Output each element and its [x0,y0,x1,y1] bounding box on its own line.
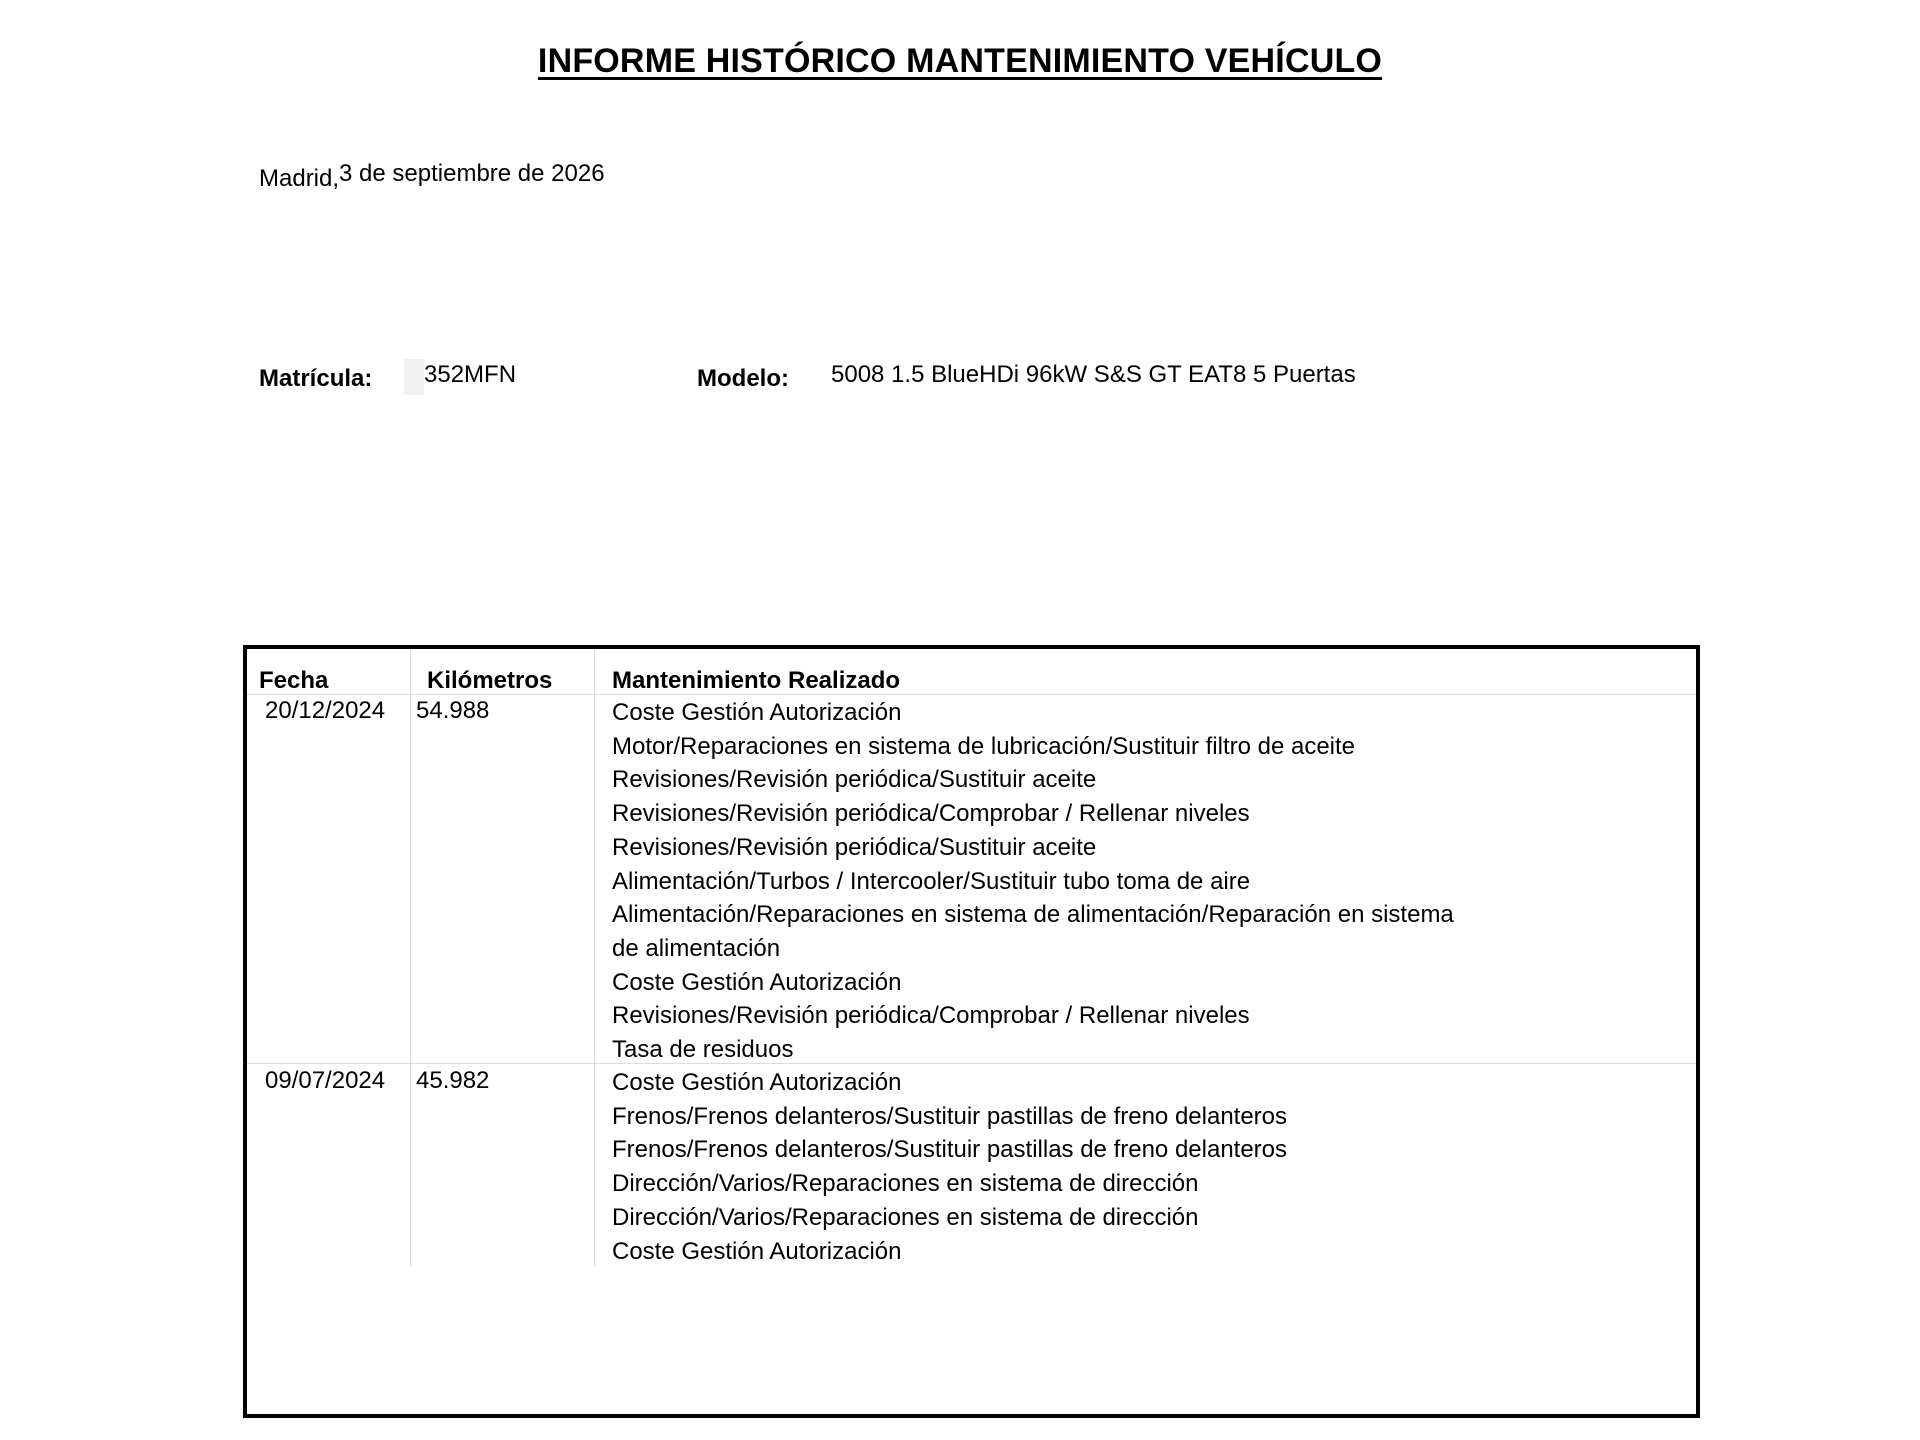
maintenance-line: Tasa de residuos [612,1036,794,1064]
maintenance-line: Coste Gestión Autorización [612,1069,902,1096]
maintenance-line: Alimentación/Turbos / Intercooler/Sustituir tubo toma de aire [612,867,1251,895]
maintenance-line: Alimentación/Reparaciones en sistema de alimentación/Reparación en sistema [612,901,1454,929]
maintenance-line: Coste Gestión Autorización [612,1237,902,1265]
header-date: Fecha [259,667,329,694]
maintenance-line: Motor/Reparaciones en sistema de lubricación/Sustituir filtro de aceite [612,732,1356,760]
place-city: Madrid, [259,165,340,192]
maintenance-line: Dirección/Varios/Reparaciones en sistema de dirección [612,1203,1199,1231]
row-2-km: 45.982 [416,1067,490,1094]
row-1-maintenance [612,696,1454,1067]
maintenance-line: Coste Gestión Autorización [612,968,902,996]
maintenance-line: Revisiones/Revisión periódica/Sustituir aceite [612,766,1097,794]
maintenance-line: Coste Gestión Autorización [612,699,902,726]
maintenance-line: de alimentación [612,934,781,962]
plate-value: 352MFN [424,361,517,388]
document-date: 3 de septiembre de 2026 [339,160,605,187]
model-value: 5008 1.5 BlueHDi 96kW S&S GT EAT8 5 Puertas [831,361,1356,388]
row-1-date: 20/12/2024 [265,697,386,724]
row-2-date: 09/07/2024 [265,1067,386,1094]
header-maintenance: Mantenimiento Realizado [612,667,901,694]
plate-redaction-box [404,359,424,395]
plate-label: Matrícula: [259,365,373,392]
document-title: INFORME HISTÓRICO MANTENIMIENTO VEHÍCULO [537,42,1383,80]
maintenance-line: Revisiones/Revisión periódica/Sustituir aceite [612,833,1097,861]
column-divider-km [410,649,411,1266]
model-label: Modelo: [697,365,789,392]
maintenance-line: Revisiones/Revisión periódica/Comprobar / Rellenar niveles [612,1002,1250,1030]
header-km: Kilómetros [427,667,553,694]
maintenance-line: Frenos/Frenos delanteros/Sustituir pastillas de freno delanteros [612,1136,1288,1164]
row-2-maintenance [612,1066,1287,1268]
place-date [259,160,605,193]
maintenance-line: Frenos/Frenos delanteros/Sustituir pastillas de freno delanteros [612,1102,1288,1130]
row-1-km: 54.988 [416,697,490,724]
maintenance-line: Revisiones/Revisión periódica/Comprobar / Rellenar niveles [612,800,1250,828]
maintenance-line: Dirección/Varios/Reparaciones en sistema de dirección [612,1170,1199,1198]
column-divider-maintenance [594,649,595,1266]
